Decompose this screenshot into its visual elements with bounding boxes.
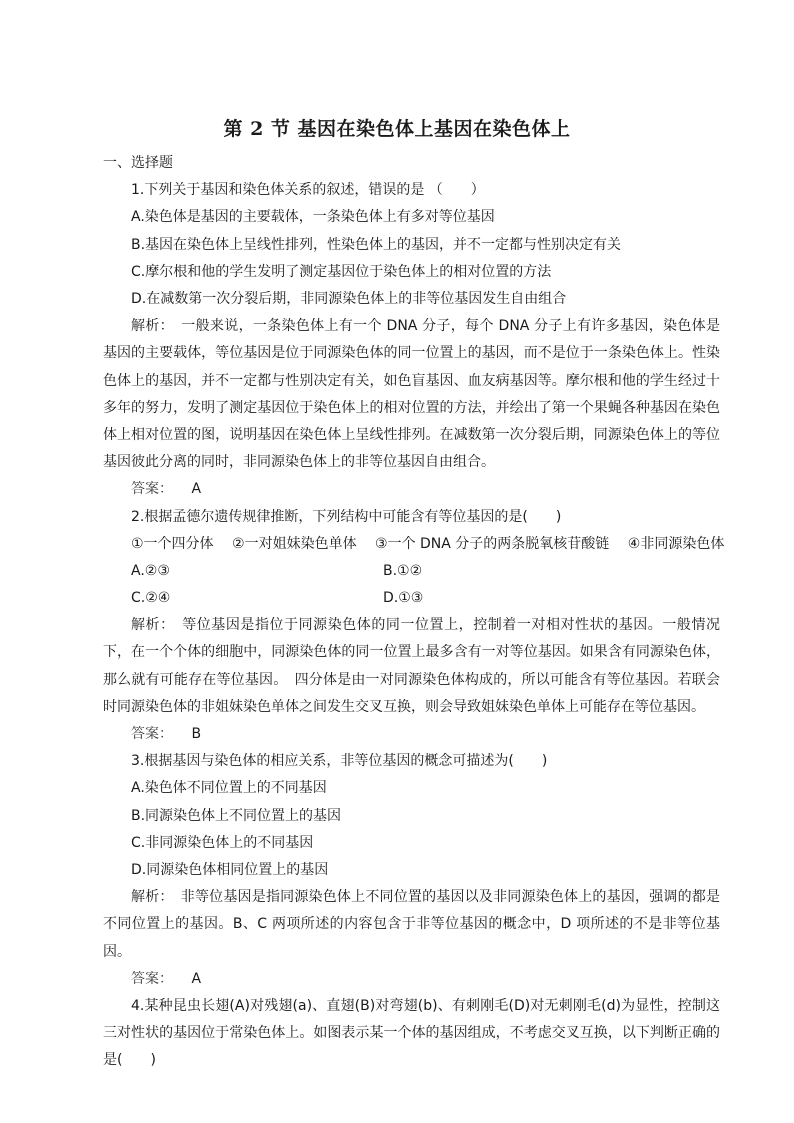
option-c: C.②④ [131, 590, 171, 607]
options-row [103, 558, 720, 585]
analysis: 解析： 非等位基因是指同源染色体上不同位置的基因以及非同源染色体上的基因，强调的都是不同位置上的基因。B、C 两项所述的内容包含于非等位基因的概念中，D 项所述的不是非等位基因。 [103, 889, 720, 960]
question-stem: 2.根据孟德尔遗传规律推断，下列结构中可能含有等位基因的是( ) [131, 508, 562, 525]
answer-value: A [191, 481, 202, 498]
answer-value: B [191, 726, 202, 743]
option-d: D.①③ [383, 590, 424, 607]
statement-items [103, 531, 725, 558]
option-d: D.在减数第一次分裂后期，非同源染色体上的非等位基因发生自由组合 [131, 290, 567, 307]
question-stem: 4.某种昆虫长翅(A)对残翅(a)、直翅(B)对弯翅(b)、有刺刚毛(D)对无刺刚毛(d)为显性，控制这三对性状的基因位于常染色体上。如图表示某一个体的基因组成，不考虑交叉互换，以下判断正确的是( ) [103, 998, 720, 1069]
question-stem: 1.下列关于基因和染色体关系的叙述，错误的是 （ ） [131, 182, 485, 199]
page-title: 第 2 节 基因在染色体上基因在染色体上 [223, 118, 571, 140]
statement-item: ②一对姐妹染色单体 [232, 535, 357, 552]
option-c: C.非同源染色体上的不同基因 [131, 834, 314, 851]
question-1 [103, 177, 720, 503]
question-stem: 3.根据基因与染色体的相应关系，非等位基因的概念可描述为( ) [131, 753, 548, 770]
answer-label: 答案： [131, 970, 173, 987]
statement-item: ①一个四分体 [131, 535, 214, 552]
option-b: B.基因在染色体上呈线性排列，性染色体上的基因，并不一定都与性别决定有关 [131, 236, 622, 253]
question-2 [103, 504, 725, 749]
answer-line [103, 966, 720, 993]
answer-line [103, 721, 720, 748]
answer-label: 答案： [131, 726, 173, 743]
option-b: B.①② [383, 562, 423, 579]
option-b: B.同源染色体上不同位置上的基因 [131, 807, 342, 824]
answer-line [103, 476, 720, 503]
statement-item: ④非同源染色体 [627, 535, 725, 552]
option-a: A.②③ [131, 562, 170, 579]
options-row [103, 585, 720, 612]
option-c: C.摩尔根和他的学生发明了测定基因位于染色体上的相对位置的方法 [131, 263, 552, 280]
option-a: A.染色体是基因的主要载体，一条染色体上有多对等位基因 [131, 209, 495, 226]
section-heading: 一、选择题 [103, 155, 173, 171]
answer-value: A [191, 970, 202, 987]
analysis: 解析： 一般来说，一条染色体上有一个 DNA 分子，每个 DNA 分子上有许多基因，染色体是基因的主要载体，等位基因是位于同源染色体的同一位置上的基因，而不是位于一条染色体上。性染色体上的基因，并不一定都与性别决定有关，如色盲基因、血友病基因等。摩尔根和他的学生经过十多年的努力，发明了测定基因位于染色体上的相对位置的方法，并绘出了第一个果蝇各种基因在染色体上相对位置的图，说明基因在染色体上呈线性排列。在减数第一次分裂后期，同源染色体上的等位基因彼此分离的同时，非同源染色体上的非等位基因自由组合。 [103, 318, 720, 471]
document-body [103, 150, 725, 1075]
statement-item: ③一个 DNA 分子的两条脱氧核苷酸链 [375, 535, 610, 552]
answer-label: 答案： [131, 481, 173, 498]
question-3 [103, 748, 720, 993]
question-4 [103, 993, 720, 1075]
analysis: 解析： 等位基因是指位于同源染色体的同一位置上，控制着一对相对性状的基因。一般情况下，在一个个体的细胞中，同源染色体的同一位置上最多含有一对等位基因。如果含有同源染色体，那么就有可能存在等位基因。 四分体是由一对同源染色体构成的，所以可能含有等位基因。若联会时同源染色体的非姐妹染色单体之间发生交叉互换，则会导致姐妹染色单体上可能存在等位基因。 [103, 617, 720, 715]
option-a: A.染色体不同位置上的不同基因 [131, 780, 327, 797]
option-d: D.同源染色体相同位置上的基因 [131, 862, 329, 879]
